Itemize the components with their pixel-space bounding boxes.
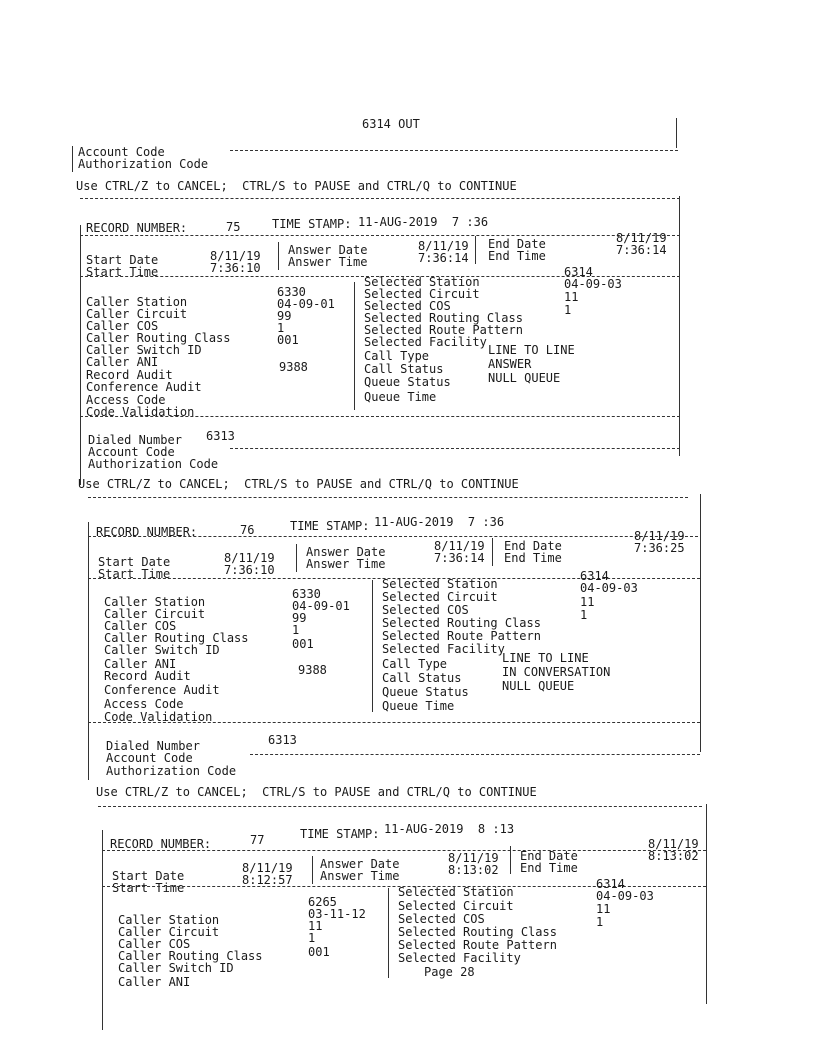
account-code-label: Account Code (88, 445, 175, 459)
dialed-number-label: Dialed Number (88, 433, 182, 447)
selected-circuit: 04-09-03 (596, 889, 654, 903)
divider (706, 804, 707, 1004)
caller-station: 6330 (277, 285, 306, 299)
selected-route-pattern-label: Selected Route Pattern (382, 629, 541, 643)
divider (88, 536, 698, 537)
end-date-label: End Date (488, 237, 546, 251)
page-title: 6314 OUT (362, 117, 420, 131)
time-stamp: 11-AUG-2019 8 :13 (384, 822, 515, 836)
divider (230, 150, 678, 151)
caller-cos-label: Caller COS (86, 319, 159, 333)
caller-cos: 99 (277, 309, 292, 323)
caller-routing-class: 1 (277, 321, 285, 335)
dialed-number: 6313 (268, 733, 297, 747)
selected-station: 6314 (580, 569, 609, 583)
caller-station-label: Caller Station (118, 913, 220, 927)
code-validation-label: Code Validation (86, 405, 195, 419)
divider (278, 242, 279, 270)
caller-cos: 11 (308, 919, 323, 933)
end-date-label: End Date (504, 539, 562, 553)
dialed-number: 6313 (206, 429, 235, 443)
divider (230, 448, 680, 449)
start-date-label: Start Date (112, 869, 185, 883)
divider (88, 497, 688, 498)
authorization-code-label: Authorization Code (88, 457, 219, 471)
caller-station: 6330 (292, 587, 321, 601)
code-validation-label: Code Validation (104, 710, 213, 724)
selected-route-pattern-label: Selected Route Pattern (364, 323, 523, 337)
record-number-label: RECORD NUMBER: (86, 221, 188, 235)
answer-date: 8/11/19 (434, 539, 485, 553)
call-status-label: Call Status (382, 671, 462, 685)
call-type-label: Call Type (364, 349, 430, 363)
start-time: 8:12:57 (242, 873, 293, 887)
divider (250, 754, 700, 755)
caller-switch-id: 001 (292, 637, 314, 651)
authorization-code-label: Authorization Code (78, 157, 209, 171)
record-number-label: RECORD NUMBER: (96, 525, 198, 539)
start-date: 8/11/19 (242, 861, 293, 875)
selected-cos-label: Selected COS (364, 299, 451, 313)
selected-routing-class: 1 (564, 303, 572, 317)
answer-time: 7:36:14 (434, 551, 485, 565)
selected-circuit: 04-09-03 (564, 277, 622, 291)
time-stamp: 11-AUG-2019 7 :36 (358, 215, 489, 229)
start-time-label: Start Time (112, 881, 185, 895)
call-type: LINE TO LINE (488, 343, 575, 357)
queue-status: NULL QUEUE (502, 679, 575, 693)
end-time: 7:36:14 (616, 243, 667, 257)
instruction-line: Use CTRL/Z to CANCEL; CTRL/S to PAUSE and CTRL/Q to CONTINUE (96, 785, 537, 799)
start-time-label: Start Time (98, 567, 171, 581)
selected-facility-label: Selected Facility (364, 335, 487, 349)
end-time: 7:36:25 (634, 541, 685, 555)
answer-time-label: Answer Time (320, 869, 400, 883)
record-number: 77 (250, 833, 265, 847)
call-status: IN CONVERSATION (502, 665, 611, 679)
caller-routing-class-label: Caller Routing Class (118, 949, 263, 963)
caller-switch-id: 001 (308, 945, 330, 959)
queue-time-label: Queue Time (382, 699, 455, 713)
time-stamp-label: TIME STAMP: (290, 519, 370, 533)
divider (388, 888, 389, 978)
conference-audit-label: Conference Audit (104, 683, 220, 697)
authorization-code-label: Authorization Code (106, 764, 237, 778)
selected-station-label: Selected Station (398, 885, 514, 899)
caller-routing-class: 1 (292, 623, 300, 637)
caller-routing-class-label: Caller Routing Class (104, 631, 249, 645)
start-date: 8/11/19 (224, 551, 275, 565)
selected-cos: 11 (564, 290, 579, 304)
answer-date: 8/11/19 (448, 851, 499, 865)
caller-switch-id: 001 (277, 333, 299, 347)
queue-status-label: Queue Status (382, 685, 469, 699)
call-type: LINE TO LINE (502, 651, 589, 665)
queue-time-label: Queue Time (364, 390, 437, 404)
selected-cos-label: Selected COS (398, 912, 485, 926)
divider (372, 580, 373, 712)
account-code-label: Account Code (78, 145, 165, 159)
queue-status-label: Queue Status (364, 375, 451, 389)
divider (102, 830, 103, 1030)
answer-time-label: Answer Time (288, 255, 368, 269)
start-date-label: Start Date (98, 555, 171, 569)
time-stamp-label: TIME STAMP: (300, 827, 380, 841)
selected-cos: 11 (596, 902, 611, 916)
divider (296, 544, 297, 572)
selected-facility-label: Selected Facility (398, 951, 521, 965)
divider (676, 118, 677, 148)
selected-routing-class-label: Selected Routing Class (382, 616, 541, 630)
answer-date-label: Answer Date (320, 857, 400, 871)
divider (88, 522, 89, 780)
selected-routing-class: 1 (580, 608, 588, 622)
caller-station-label: Caller Station (104, 595, 206, 609)
caller-circuit-label: Caller Circuit (86, 307, 188, 321)
divider (492, 538, 493, 566)
end-date-label: End Date (520, 849, 578, 863)
selected-circuit-label: Selected Circuit (382, 590, 498, 604)
call-status-label: Call Status (364, 362, 444, 376)
start-time: 7:36:10 (224, 563, 275, 577)
end-time-label: End Time (488, 249, 546, 263)
selected-circuit-label: Selected Circuit (398, 899, 514, 913)
answer-time-label: Answer Time (306, 557, 386, 571)
caller-cos: 99 (292, 611, 307, 625)
answer-date-label: Answer Date (288, 243, 368, 257)
caller-ani-label: Caller ANI (118, 975, 191, 989)
record-number: 75 (226, 220, 241, 234)
caller-station-label: Caller Station (86, 295, 188, 309)
caller-circuit-label: Caller Circuit (104, 607, 206, 621)
page-number: Page 28 (424, 965, 475, 979)
caller-switch-id-label: Caller Switch ID (118, 961, 234, 975)
divider (72, 146, 73, 172)
end-time: 8:13:02 (648, 849, 699, 863)
divider (88, 722, 700, 723)
selected-station-label: Selected Station (364, 275, 480, 289)
record-number: 76 (240, 523, 255, 537)
divider (80, 416, 680, 417)
divider (475, 236, 476, 264)
start-date-label: Start Date (86, 253, 159, 267)
access-code-label: Access Code (104, 697, 184, 711)
selected-routing-class-label: Selected Routing Class (364, 311, 523, 325)
caller-switch-id-label: Caller Switch ID (104, 643, 220, 657)
selected-station-label: Selected Station (382, 577, 498, 591)
caller-station: 6265 (308, 895, 337, 909)
answer-date: 8/11/19 (418, 239, 469, 253)
selected-circuit: 04-09-03 (580, 581, 638, 595)
caller-circuit: 04-09-01 (277, 297, 335, 311)
instruction-line: Use CTRL/Z to CANCEL; CTRL/S to PAUSE and CTRL/Q to CONTINUE (78, 477, 519, 491)
end-date: 8/11/19 (634, 529, 685, 543)
start-time-label: Start Time (86, 265, 159, 279)
divider (80, 235, 680, 236)
caller-routing-class: 1 (308, 931, 316, 945)
divider (80, 225, 81, 485)
record-number-label: RECORD NUMBER: (110, 837, 212, 851)
call-type-label: Call Type (382, 657, 448, 671)
time-stamp: 11-AUG-2019 7 :36 (374, 515, 505, 529)
divider (80, 198, 680, 199)
caller-ani-label: Caller ANI (86, 355, 159, 369)
start-time: 7:36:10 (210, 261, 261, 275)
account-code-label: Account Code (106, 751, 193, 765)
divider (510, 846, 511, 874)
caller-circuit: 04-09-01 (292, 599, 350, 613)
divider (98, 806, 702, 807)
caller-routing-class-label: Caller Routing Class (86, 331, 231, 345)
selected-cos-label: Selected COS (382, 603, 469, 617)
time-stamp-label: TIME STAMP: (272, 217, 352, 231)
caller-circuit: 03-11-12 (308, 907, 366, 921)
access-code-label: Access Code (86, 393, 166, 407)
caller-ani-label: Caller ANI (104, 657, 177, 671)
conference-audit-label: Conference Audit (86, 380, 202, 394)
selected-station: 6314 (596, 877, 625, 891)
caller-switch-id-label: Caller Switch ID (86, 343, 202, 357)
selected-cos: 11 (580, 595, 595, 609)
caller-ani: 9388 (298, 663, 327, 677)
caller-cos-label: Caller COS (118, 937, 191, 951)
selected-routing-class-label: Selected Routing Class (398, 925, 557, 939)
caller-circuit-label: Caller Circuit (118, 925, 220, 939)
record-audit-label: Record Audit (86, 368, 173, 382)
end-time-label: End Time (520, 861, 578, 875)
divider (354, 282, 355, 410)
end-date: 8/11/19 (616, 231, 667, 245)
queue-status: NULL QUEUE (488, 371, 561, 385)
end-time-label: End Time (504, 551, 562, 565)
start-date: 8/11/19 (210, 249, 261, 263)
selected-station: 6314 (564, 265, 593, 279)
selected-routing-class: 1 (596, 915, 604, 929)
answer-time: 8:13:02 (448, 863, 499, 877)
selected-facility-label: Selected Facility (382, 642, 505, 656)
caller-cos-label: Caller COS (104, 619, 177, 633)
answer-date-label: Answer Date (306, 545, 386, 559)
selected-route-pattern-label: Selected Route Pattern (398, 938, 557, 952)
divider (700, 494, 701, 752)
record-audit-label: Record Audit (104, 669, 191, 683)
divider (312, 856, 313, 884)
answer-time: 7:36:14 (418, 251, 469, 265)
end-date: 8/11/19 (648, 837, 699, 851)
divider (102, 850, 706, 851)
instruction-line: Use CTRL/Z to CANCEL; CTRL/S to PAUSE and CTRL/Q to CONTINUE (76, 179, 517, 193)
selected-circuit-label: Selected Circuit (364, 287, 480, 301)
call-status: ANSWER (488, 357, 532, 371)
dialed-number-label: Dialed Number (106, 739, 200, 753)
caller-ani: 9388 (279, 360, 308, 374)
